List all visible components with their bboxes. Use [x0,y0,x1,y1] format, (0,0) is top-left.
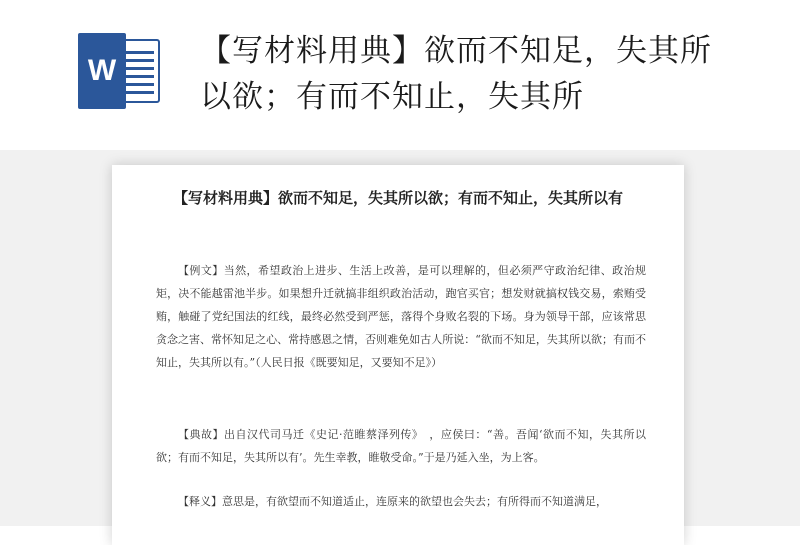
paragraph-meaning: 【释义】意思是，有欲望而不知道适止，连原来的欲望也会失去；有所得而不知道满足， [178,495,607,508]
document-page [112,165,684,545]
word-icon-letter: W [78,33,126,109]
word-icon [78,33,164,109]
paragraph-allusion: 【典故】出自汉代司马迁《史记·范睢蔡泽列传》 ，应侯曰：“善。吾闻‘欲而不知，失其所以欲；有而不知足，失其所以有’。先生幸教，睢敬受命。”于是乃延入坐，为上客。 [156,428,646,464]
document-title: 【写材料用典】欲而不知足，失其所以欲；有而不知止，失其所以有 [172,189,623,207]
paragraph-example: 【例文】当然，希望政治上进步、生活上改善，是可以理解的，但必须严守政治纪律、政治规矩，决不能越雷池半步。如果想升迁就搞非组织政治活动，跑官买官；想发财就搞权钱交易，索贿受贿，触碰了党纪国法的红线，最终必然受到严惩，落得个身败名裂的下场。身为领导干部，应该常思贪念之害、常怀知足之心、常持感恩之情，否则难免如古人所说：“欲而不知足，失其所以欲；有而不知止，失其所以有。”（人民日报《既要知足，又要知不足》） [156,264,646,369]
header-title: 【写材料用典】欲而不知足，失其所以欲；有而不知止，失其所 [200,33,712,115]
header [0,0,800,150]
